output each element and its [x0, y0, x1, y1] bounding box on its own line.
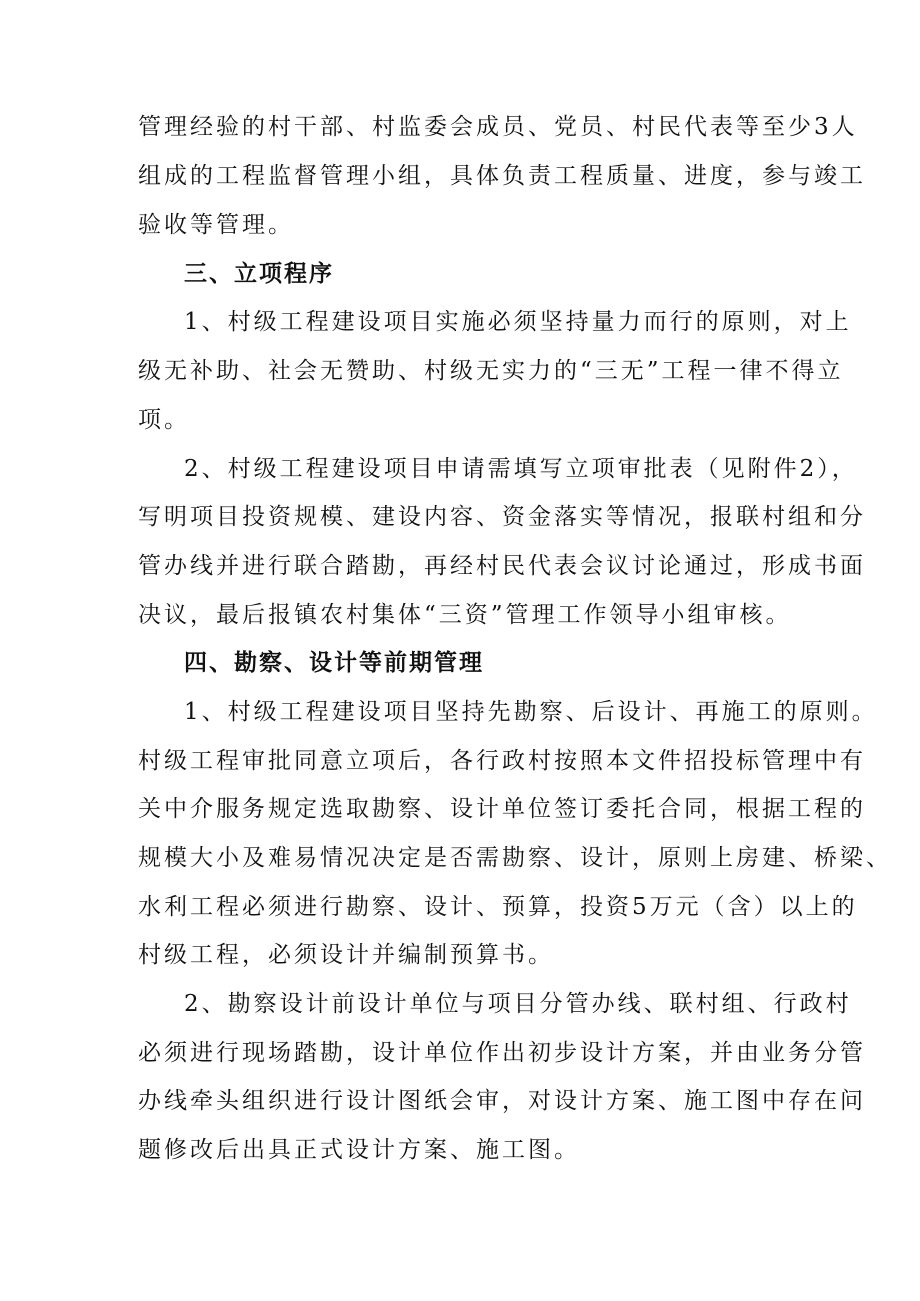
section-heading: 四、勘察、设计等前期管理: [184, 650, 484, 676]
paragraph-line: 村级工程，必须设计并编制预算书。: [138, 942, 554, 968]
paragraph-line: 写明项目投资规模、建设内容、资金落实等情况，报联村组和分: [138, 504, 866, 530]
paragraph-line: 必须进行现场踏勘，设计单位作出初步设计方案，并由业务分管: [138, 1040, 866, 1066]
paragraph-line: 办线牵头组织进行设计图纸会审，对设计方案、施工图中存在问: [138, 1088, 866, 1114]
paragraph-line: 项。: [138, 407, 190, 433]
paragraph-line: 管办线并进行联合踏勘，再经村民代表会议讨论通过，形成书面: [138, 553, 866, 579]
paragraph-line: 村级工程审批同意立项后，各行政村按照本文件招投标管理中有: [138, 748, 866, 774]
paragraph-line: 验收等管理。: [138, 212, 294, 238]
paragraph-line: 1、村级工程建设项目坚持先勘察、后设计、再施工的原则。: [184, 699, 878, 725]
paragraph-line: 水利工程必须进行勘察、设计、预算，投资5万元（含）以上的: [138, 894, 858, 920]
paragraph-line: 决议，最后报镇农村集体“三资”管理工作领导小组审核。: [138, 602, 792, 628]
paragraph-line: 组成的工程监督管理小组，具体负责工程质量、进度，参与竣工: [138, 163, 866, 189]
paragraph-line: 2、勘察设计前设计单位与项目分管办线、联村组、行政村: [184, 991, 852, 1017]
section-heading: 三、立项程序: [184, 261, 334, 287]
paragraph-line: 管理经验的村干部、村监委会成员、党员、村民代表等至少3人: [138, 114, 858, 140]
paragraph-line: 1、村级工程建设项目实施必须坚持量力而行的原则，对上: [184, 309, 852, 335]
paragraph-line: 题修改后出具正式设计方案、施工图。: [138, 1137, 580, 1163]
paragraph-line: 2、村级工程建设项目申请需填写立项审批表（见附件2），: [184, 456, 858, 482]
paragraph-line: 规模大小及难易情况决定是否需勘察、设计，原则上房建、桥梁、: [138, 845, 892, 871]
paragraph-line: 级无补助、社会无赞助、村级无实力的“三无”工程一律不得立: [138, 358, 844, 384]
paragraph-line: 关中介服务规定选取勘察、设计单位签订委托合同，根据工程的: [138, 796, 866, 822]
